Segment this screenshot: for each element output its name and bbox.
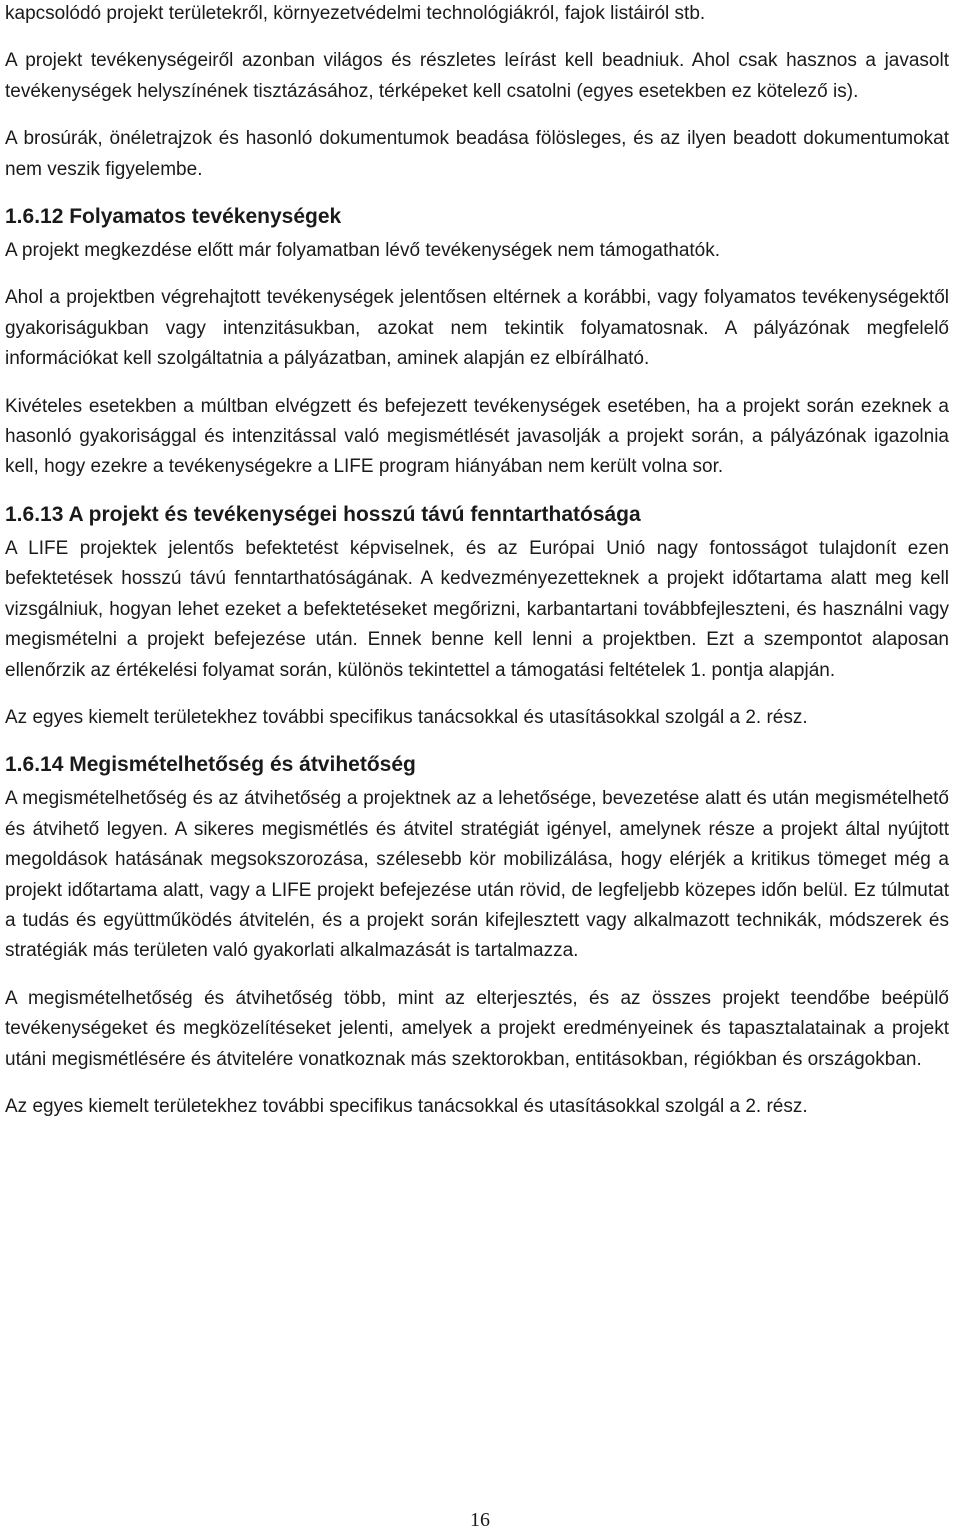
paragraph: A megismételhetőség és az átvihetőség a projektnek az a lehetősége, bevezetése alatt és után megismételhető és átvihető legyen. A sikeres megismétlés és átvitel stratégiát igényel, amelynek része a projekt által nyújtott megoldások hatásának megsokszorozása, szélesebb kör mobilizálása, hogy elérjék a kritikus tömeget még a projekt időtartama alatt, vagy a LIFE projekt befejezése után rövid, de legfeljebb közepes időn belül. Ez túlmutat a tudás és együttműködés átvitelén, és a projekt során kifejlesztett vagy alkalmazott technikák, módszerek és stratégiák más területen való gyakorlati alkalmazását is tartalmazza. <box>5 788 949 962</box>
section-heading-1-6-13: 1.6.13 A projekt és tevékenységei hosszú távú fenntarthatósága <box>5 502 641 526</box>
section-heading-1-6-12: 1.6.12 Folyamatos tevékenységek <box>5 205 342 229</box>
section-heading-1-6-14: 1.6.14 Megismételhetőség és átvihetőség <box>5 753 416 777</box>
paragraph: Kivételes esetekben a múltban elvégzett és befejezett tevékenységek esetében, ha a projekt során ezeknek a hasonló gyakorisággal és intenzitással való megismétlését javasolják a projekt során, a pályázónak igazolnia kell, hogy ezekre a tevékenységekre a LIFE program hiányában nem került volna sor. <box>5 395 949 478</box>
document-page <box>5 0 949 1122</box>
paragraph: Az egyes kiemelt területekhez további specifikus tanácsokkal és utasításokkal szolgál a 2. rész. <box>5 706 808 728</box>
paragraph: Ahol a projektben végrehajtott tevékenységek jelentősen eltérnek a korábbi, vagy folyamatos tevékenységektől gyakoriságukban vagy intenzitásukban, azokat nem tekintik folyamatosnak. A pályázónak megfelelő információkat kell szolgáltatnia a pályázatban, aminek alapján ez elbírálható. <box>5 287 949 370</box>
paragraph: kapcsolódó projekt területekről, környezetvédelmi technológiákról, fajok listáiról stb. <box>5 3 706 24</box>
paragraph: Az egyes kiemelt területekhez további specifikus tanácsokkal és utasításokkal szolgál a 2. rész. <box>5 1095 808 1117</box>
paragraph: A brosúrák, önéletrajzok és hasonló dokumentumok beadása fölösleges, és az ilyen beadott dokumentumokat nem veszik figyelembe. <box>5 128 949 180</box>
paragraph: A LIFE projektek jelentős befektetést képviselnek, és az Európai Unió nagy fontosságot tulajdonít ezen befektetések hosszú távú fenntarthatóságának. A kedvezményezetteknek a projekt időtartama alatt meg kell vizsgálniuk, hogyan lehet ezeket a befektetéseket megőrizni, karbantartani továbbfejleszteni, és használni vagy megismételni a projekt befejezése után. Ennek benne kell lenni a projektben. Ezt a szempontot alaposan ellenőrzik az értékelési folyamat során, különös tekintettel a támogatási feltételek 1. pontja alapján. <box>5 537 949 681</box>
paragraph: A projekt tevékenységeiről azonban világos és részletes leírást kell beadniuk. Ahol csak hasznos a javasolt tevékenységek helyszínének tisztázásához, térképeket kell csatolni (egyes esetekben ez kötelező is). <box>5 50 949 102</box>
page-number: 16 <box>470 1509 490 1531</box>
paragraph: A megismételhetőség és átvihetőség több, mint az elterjesztés, és az összes projekt teendőbe beépülő tevékenységeket és megközelítéseket jelenti, amelyek a projekt eredményeinek és tapasztalatainak a projekt utáni megismétlésére és átvitelére vonatkoznak más szektorokban, entitásokban, régiókban és országokban. <box>5 987 949 1070</box>
paragraph: A projekt megkezdése előtt már folyamatban lévő tevékenységek nem támogathatók. <box>5 240 721 262</box>
